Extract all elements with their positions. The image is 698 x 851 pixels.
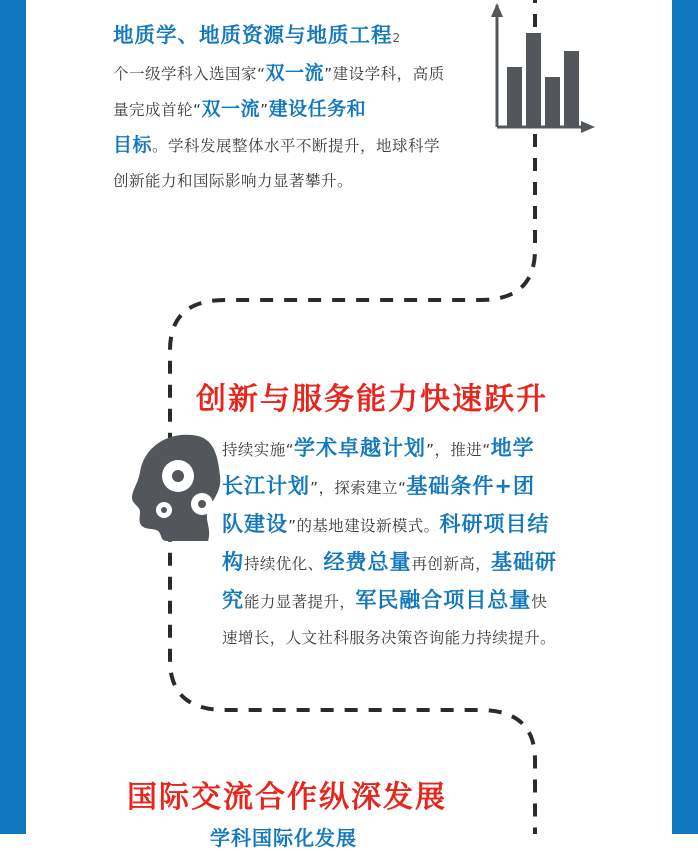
s1-quote-close-1: ” xyxy=(324,65,333,83)
s2-text-9: 速增长，人文社科服务决策咨询能力持续提升。 xyxy=(222,629,556,647)
s2-quote-close-2: ” xyxy=(310,479,319,497)
discipline-names: 地质学、地质资源与地质工程 xyxy=(113,23,393,47)
section-two-title: 创新与服务能力快速跃升 xyxy=(196,382,548,417)
s1-highlight-shuangyiliu-1: 双一流 xyxy=(265,62,325,84)
s1-highlight-goal: 目标 xyxy=(113,134,153,156)
head-gears-icon xyxy=(130,428,225,543)
s2-highlight-base-team-1: 基础条件+团 xyxy=(406,474,535,498)
s2-highlight-geoscience-1: 地学 xyxy=(490,436,535,460)
section-one-text xyxy=(113,18,493,199)
s2-text-1: 持续实施 xyxy=(222,441,286,459)
s2-highlight-basic-research-2: 究 xyxy=(222,588,244,612)
s2-highlight-basic-research-1: 基础研 xyxy=(491,550,558,574)
s1-quote-close-2: ” xyxy=(260,101,269,119)
s2-text-6: 再创新高， xyxy=(411,555,492,573)
s2-highlight-funding: 经费总量 xyxy=(323,550,412,574)
s1-quote-open-1: “ xyxy=(257,65,266,83)
section-one-paragraph xyxy=(113,18,493,199)
section-three-subtitle: 学科国际化发展 xyxy=(210,826,357,850)
s2-text-2: ，推进 xyxy=(434,441,483,459)
s1-highlight-task: 建设任务和 xyxy=(268,98,367,120)
s2-text-8: 快 xyxy=(531,593,548,611)
right-blue-band xyxy=(672,0,698,834)
s1-text-5: 创新能力和国际影响力显著攀升。 xyxy=(113,172,354,190)
s2-text-4: 的基地建设新模式。 xyxy=(296,517,440,535)
s1-text-2: 建设学科，高质 xyxy=(332,65,445,83)
bar-chart-icon xyxy=(487,5,597,155)
s2-highlight-geoscience-2: 长江计划 xyxy=(222,474,310,498)
section-three-title: 国际交流合作纵深发展 xyxy=(127,780,447,815)
section-two-paragraph xyxy=(222,430,604,656)
s2-quote-open-1: “ xyxy=(285,441,295,459)
s2-text-3: ，探索建立 xyxy=(318,479,398,497)
left-blue-band xyxy=(0,0,26,834)
s2-quote-close-3: ” xyxy=(288,517,297,535)
s1-text-4: 。学科发展整体水平不断提升，地球科学 xyxy=(152,137,441,155)
section-two-text xyxy=(222,430,604,656)
s2-text-7: 能力显著提升， xyxy=(244,593,356,611)
left-white-stripe xyxy=(26,0,33,834)
s2-quote-open-2: “ xyxy=(482,441,491,459)
discipline-count: 2 xyxy=(392,31,401,45)
s1-quote-open-2: “ xyxy=(193,101,202,119)
s2-highlight-civil-military: 军民融合项目总量 xyxy=(355,588,532,612)
right-white-stripe xyxy=(665,0,672,834)
s2-highlight-project-structure-2: 构 xyxy=(222,550,244,574)
s2-text-5: 持续优化、 xyxy=(244,555,324,573)
s2-highlight-project-structure-1: 科研项目结 xyxy=(439,512,550,536)
s1-text-1: 个一级学科入选国家 xyxy=(113,65,258,83)
s1-highlight-shuangyiliu-2: 双一流 xyxy=(201,98,261,120)
s1-text-3: 量完成首轮 xyxy=(113,101,194,119)
s2-quote-close-1: ” xyxy=(426,441,435,459)
s2-highlight-base-team-2: 队建设 xyxy=(222,512,288,536)
s2-highlight-academic-plan: 学术卓越计划 xyxy=(294,436,427,460)
s2-quote-open-3: “ xyxy=(397,479,407,497)
